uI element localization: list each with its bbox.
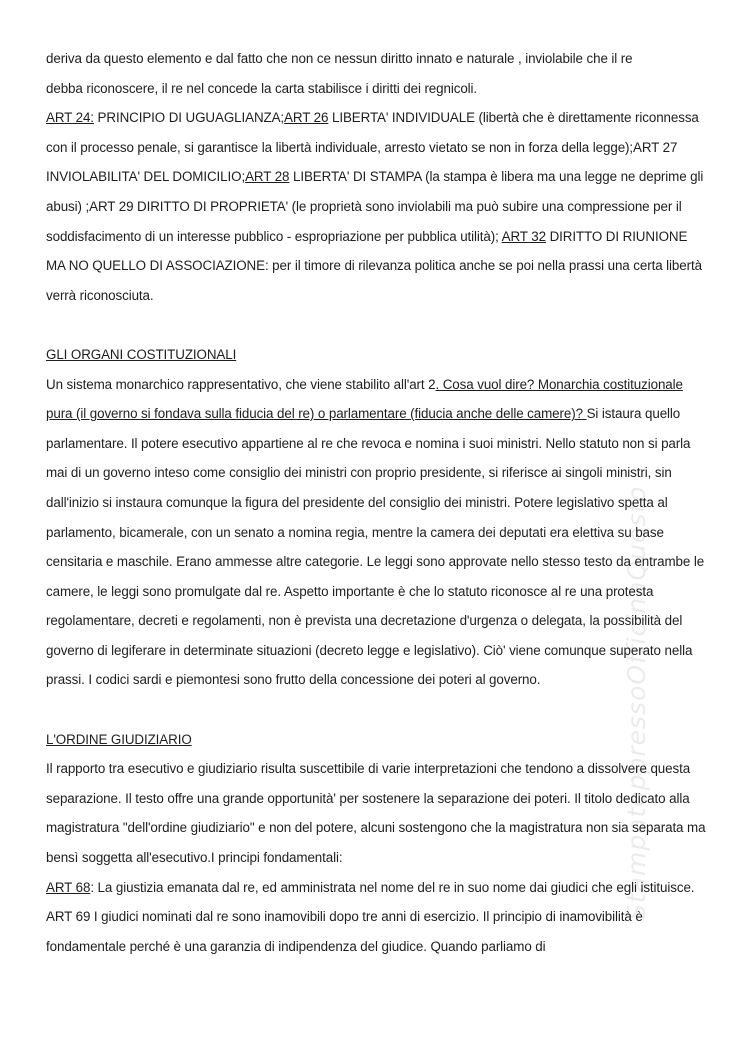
art32-ref: ART 32 bbox=[501, 228, 546, 244]
organi-lead: Un sistema monarchico rappresentativo, che viene stabilito all'art 2 bbox=[46, 376, 436, 392]
art28-ref: ART 28 bbox=[245, 169, 290, 185]
art24-ref: ART 24: bbox=[46, 110, 94, 126]
organi-paragraph bbox=[46, 370, 706, 696]
section-gap bbox=[46, 695, 706, 725]
document-page bbox=[46, 44, 706, 961]
art24-text: PRINCIPIO DI UGUAGLIANZA; bbox=[93, 110, 285, 126]
watermark: StampatoppressoOfficinaQuesto bbox=[622, 485, 651, 920]
ordine-heading: L'ORDINE GIUDIZIARIO bbox=[46, 731, 192, 747]
organi-heading: GLI ORGANI COSTITUZIONALI bbox=[46, 346, 237, 362]
art26-text: LIBERTA' INDIVIDUALE (libertà che è direttamente riconnessa con il processo penale, si garantisce la libertà individuale, arresto vietato se non in forza della legge);ART 27 INVIOLABILITA' DEL DOMICILIO; bbox=[46, 110, 699, 185]
articles-paragraph bbox=[46, 103, 706, 310]
section-gap bbox=[46, 310, 706, 340]
organi-question: . Cosa vuol dire? Monarchia costituzionale pura (il governo si fondava sulla fiducia del re) o parlamentare (fiducia anche delle camere)? bbox=[46, 376, 683, 422]
intro-line-1: deriva da questo elemento e dal fatto che non ce nessun diritto innato e naturale , inviolabile che il re bbox=[46, 51, 633, 66]
art26-ref: ART 26 bbox=[284, 110, 329, 126]
art68-ref: ART 68 bbox=[46, 879, 91, 895]
art68-text: : La giustizia emanata dal re, ed amministrata nel nome del re in suo nome dai giudici che egli istituisce. ART 69 I giudici nominati dal re sono inamovibili dopo tre anni di esercizio. Il principio di inamovibilità è fondamentale perché è una garanzia di indipendenza del giudice. Quando parliamo di bbox=[46, 879, 695, 954]
art32-text: DIRITTO DI RIUNIONE MA NO QUELLO DI ASSOCIAZIONE: per il timore di rilevanza politica anche se poi nella prassi una certa libertà verrà riconosciuta. bbox=[46, 228, 702, 303]
art68-paragraph bbox=[46, 873, 706, 962]
intro-paragraph bbox=[46, 44, 706, 103]
intro-line-2: debba riconoscere, il re nel concede la carta stabilisce i diritti dei regnicoli. bbox=[46, 80, 478, 96]
ordine-paragraph: Il rapporto tra esecutivo e giudiziario risulta suscettibile di varie interpretazioni che tendono a dissolvere questa separazione. Il testo offre una grande opportunità' per sostenere la separazione dei poteri. Il titolo dedicato alla magistratura "dell'ordine giudiziario" e non del potere, alcuni sostengono che la magistratura non sia separata ma bensì soggetta all'esecutivo.I principi fondamentali: bbox=[46, 761, 706, 866]
organi-body: Si istaura quello parlamentare. Il potere esecutivo appartiene al re che revoca e nomina i suoi ministri. Nello statuto non si parla mai di un governo inteso come consiglio dei ministri con proprio presidente, si riferisce ai singoli ministri, sin dall'inizio si instaura comunque la figura del presidente del consiglio dei ministri. Potere legislativo spetta al parlamento, bicamerale, con un senato a nomina regia, mentre la camera dei deputati era elettiva su base censitaria e maschile. Erano ammesse altre categorie. Le leggi sono approvate nello stesso testo da entrambe le camere, le leggi sono promulgate dal re. Aspetto importante è che lo statuto riconosce al re una protesta regolamentare, decreti e regolamenti, non è prevista una decretazione d'urgenza o delegata, la possibilità del governo di legiferare in determinate situazioni (decreto legge e legislativo). Ciò' viene comunque superato nella prassi. I codici sardi e piemontesi sono frutto della concessione dei poteri al governo. bbox=[46, 406, 705, 688]
art28-text: LIBERTA' DI STAMPA (la stampa è libera ma una legge ne deprime gli abusi) ;ART 29 DIRITTO DI PROPRIETA' (le proprietà sono inviolabili ma può subire una compressione per il soddisfacimento di un interesse pubblico - espropriazione per pubblica utilità); bbox=[46, 169, 704, 244]
